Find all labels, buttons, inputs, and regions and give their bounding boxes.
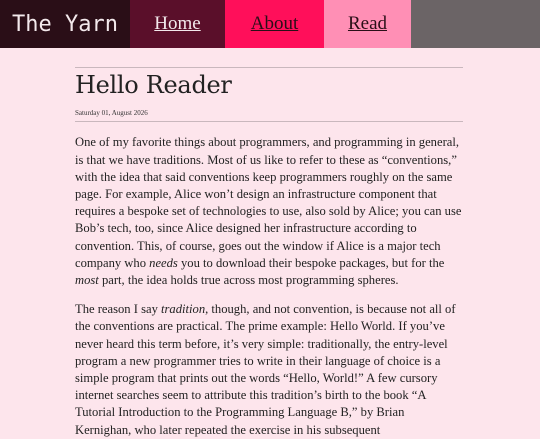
article-date: Saturday 01, August 2026 (75, 109, 148, 118)
title-rule-top (75, 67, 463, 68)
paragraph-1 (75, 134, 463, 289)
nav-link-read[interactable]: Read (324, 0, 411, 48)
nav-filler (411, 0, 540, 48)
article (75, 48, 463, 439)
p1-emphasis-most: most (75, 273, 99, 288)
nav-link-about[interactable]: About (225, 0, 324, 48)
p1-text-b: you to download their bespoke packages, but for the (177, 255, 445, 270)
article-body (75, 134, 463, 438)
article-title: Hello Reader (75, 71, 232, 99)
p1-text-c: part, the idea holds true across most programming spheres. (98, 273, 399, 288)
paragraph-2 (75, 301, 463, 439)
p1-text-a: One of my favorite things about programmers, and programming in general, is that we have traditions. Most of us like to refer to these as “conventions,” with the idea that said conventions keep programmers roughly on the same page. For example, Alice won’t design an infrastructure component that requires a bespoke set of technologies to use, also sold by Alice; you can use Bob’s tech, too, since Alice designed her infrastructure according to convention. This, of course, goes out the window if Alice is a major tech company who (75, 135, 462, 270)
top-nav (0, 0, 540, 48)
nav-link-home[interactable]: Home (130, 0, 225, 48)
p2-emphasis-tradition: tradition (161, 302, 206, 317)
p2-text-a: The reason I say (75, 302, 162, 317)
site-brand[interactable]: The Yarn (0, 0, 130, 48)
title-rule-bottom (75, 121, 463, 122)
p2-text-b: , though, and not convention, is because not all of the conventions are practical. The prime example: Hello World. If you’ve never heard this term before, it’s very simple: traditionally, the entry-level program a new programmer tries to write in their language of choice is a simple program that prints out the words “Hello, World!” A few cursory internet searches seem to attribute this tradition’s birth to the book “A Tutorial Introduction to the Programming Language B,” by Brian Kernighan, who later repeated the exercise in his subsequent (75, 302, 456, 437)
p1-emphasis-needs: needs (149, 255, 178, 270)
